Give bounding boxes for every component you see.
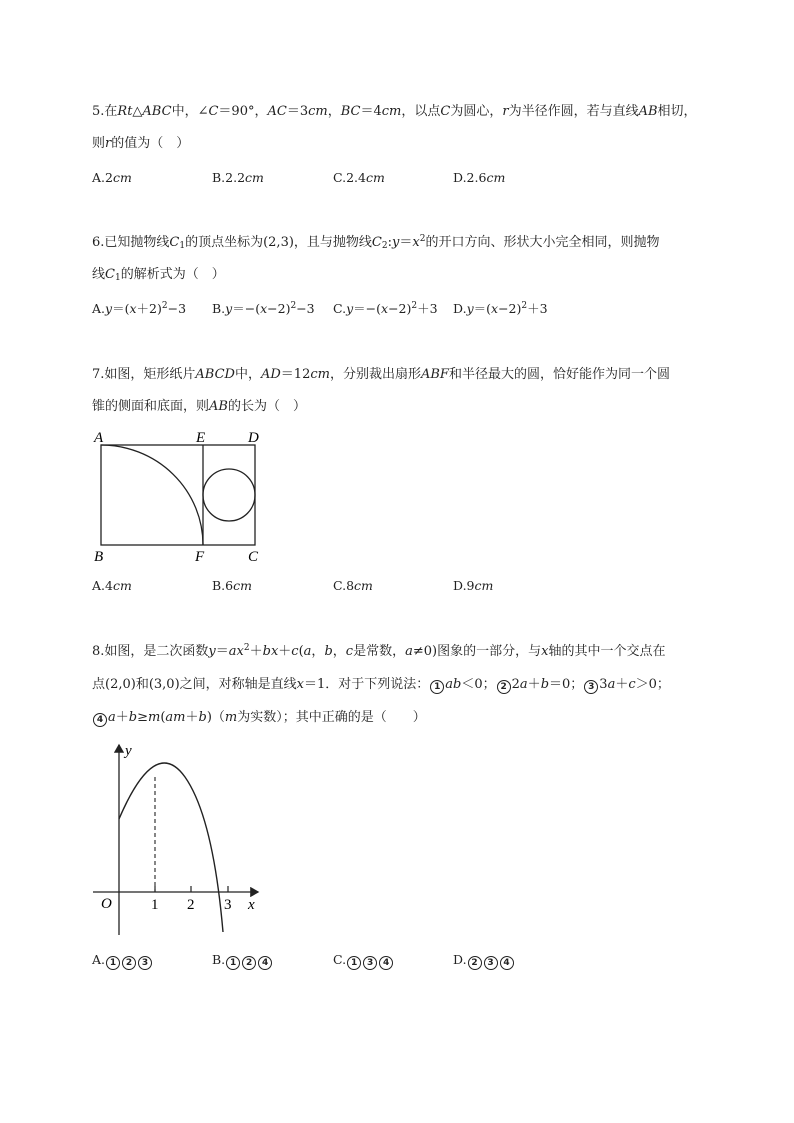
inscribed-circle [203, 469, 255, 521]
q7-option-d[interactable]: D.9cm [453, 578, 494, 593]
q5-option-b[interactable]: B.2.2cm [212, 170, 264, 185]
q5-stem-line-1: 5.在Rt△ABC中，∠C＝90°，AC＝3cm，BC＝4cm，以点C为圆心，r为半径作圆，若与直线AB相切， [92, 104, 697, 119]
q6-stem-line-1: 6.已知抛物线$C_1$的顶点坐标为(2,3)，且与抛物线$C_2:y=x^2$的开口方向、形状大小完全相同，则抛物 [92, 234, 660, 251]
q5-stem-line-2: 则r的值为（ ） [92, 136, 190, 151]
q6-option-b[interactable]: $B.y=-(x-2)^2-3$ [212, 301, 315, 316]
q8-option-c[interactable]: C. 1 3 4 [333, 951, 394, 970]
label-c: C [248, 549, 259, 565]
q8-stem-line-3: 4 a＋b≥m(am＋b)（m为实数）；其中正确的是（ ） [92, 709, 426, 727]
q8-option-d[interactable]: D. 2 3 4 [453, 951, 515, 970]
label-x: x [248, 897, 255, 913]
tick-label-3: 3 [224, 897, 232, 913]
q7-option-b[interactable]: B.6cm [212, 578, 252, 593]
q8-graph [85, 737, 270, 942]
q6-stem-line-2: 线$C_1$的解析式为（ ） [92, 267, 225, 283]
q6-option-d[interactable]: $D.y=(x-2)^2+3$ [453, 301, 548, 316]
q5-option-c[interactable]: C.2.4cm [333, 170, 385, 185]
q6-option-a[interactable]: $A.y=(x+2)^2-3$ [92, 301, 187, 316]
q8-stem-line-2: 点(2,0)和(3,0)之间，对称轴是直线x＝1．对于下列说法： 1 ab＜0； 2 2a＋b＝0； 3 3a＋c＞0； [92, 677, 670, 692]
label-e: E [196, 430, 206, 446]
parabola-curve [119, 763, 223, 932]
q8-option-b[interactable]: B. 1 2 4 [212, 951, 273, 970]
q7-option-c[interactable]: C.8cm [333, 578, 373, 593]
label-a: A [94, 430, 104, 446]
q7-stem-line-2: 锥的侧面和底面，则AB的长为（ ） [92, 399, 306, 414]
label-b: B [94, 549, 104, 565]
q7-option-a[interactable]: A.4cm [92, 578, 132, 593]
rectangle-abcd [101, 445, 255, 545]
label-f: F [195, 549, 205, 565]
q8-stem-line-1: 8.如图，是二次函数$y=ax^2+bx+c(a$，b，c是常数，a≠0)图象的一部分，与x轴的其中一个交点在 [92, 643, 666, 659]
label-y: y [125, 743, 132, 759]
tick-label-2: 2 [187, 897, 195, 913]
label-origin: O [101, 896, 112, 912]
tick-label-1: 1 [151, 897, 159, 913]
q7-stem-line-1: 7.如图，矩形纸片ABCD中，AD＝12cm，分别裁出扇形ABF和半径最大的圆，恰好能作为同一个圆 [92, 367, 670, 382]
q8-option-a[interactable]: A. 1 2 3 [92, 951, 153, 970]
q6-option-c[interactable]: $C.y=-(x-2)^2+3$ [333, 301, 438, 316]
q5-option-d[interactable]: D.2.6cm [453, 170, 506, 185]
sector-arc-abf [101, 445, 203, 545]
label-d: D [248, 430, 259, 446]
q5-option-a[interactable]: A.2cm [92, 170, 132, 185]
q7-figure [88, 425, 278, 565]
